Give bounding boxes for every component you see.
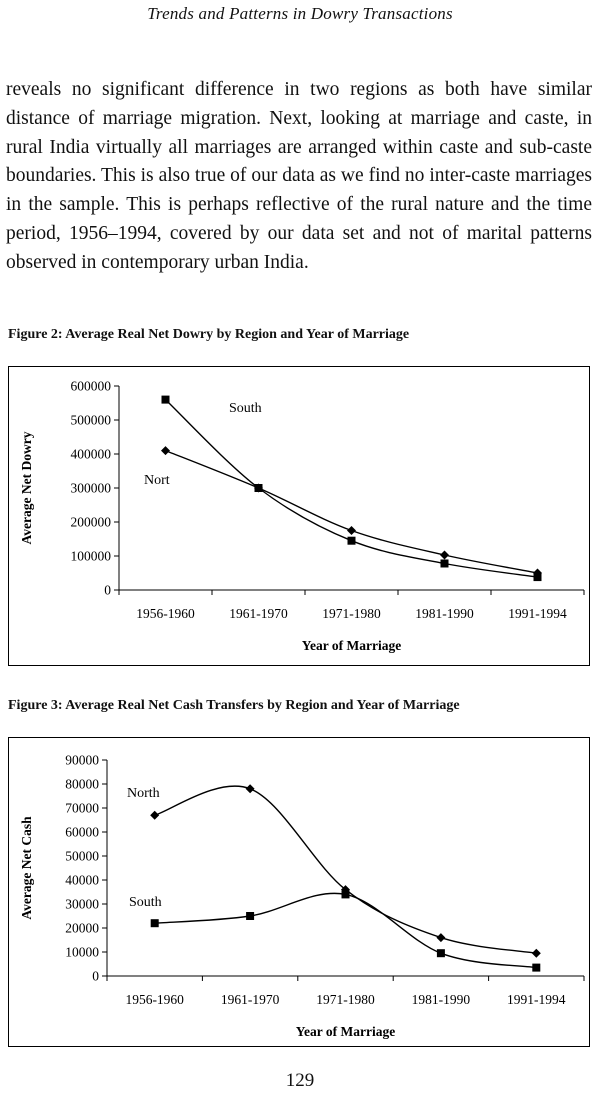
series-label-south: South	[229, 401, 262, 416]
y-tick-label: 70000	[65, 800, 99, 816]
series-line-south	[166, 400, 538, 577]
y-axis-title: Average Net Dowry	[19, 431, 34, 545]
x-tick-label: 1991-1994	[508, 606, 567, 621]
figure-3-chart	[8, 737, 590, 1047]
series-label-north: North	[127, 786, 160, 801]
figure-2-plot	[9, 367, 589, 665]
series-south	[151, 890, 541, 971]
figure-2-chart	[8, 366, 590, 666]
series-south	[162, 396, 542, 581]
data-point-south	[532, 964, 540, 972]
y-tick-label: 10000	[65, 944, 99, 960]
series-line-south	[155, 893, 537, 967]
page-number: 129	[285, 1070, 315, 1091]
running-head: Trends and Patterns in Dowry Transactions	[147, 4, 453, 23]
y-tick-label: 50000	[65, 848, 99, 864]
x-tick-label: 1981-1990	[415, 606, 474, 621]
data-point-south	[151, 919, 159, 927]
series-north	[161, 446, 542, 577]
axes	[114, 386, 584, 595]
y-tick-label: 60000	[65, 824, 99, 840]
data-point-north	[246, 784, 255, 793]
x-tick-label: 1991-1994	[507, 992, 566, 1007]
data-point-north	[347, 526, 356, 535]
x-tick-label: 1961-1970	[229, 606, 288, 621]
data-point-south	[342, 890, 350, 898]
series-north	[150, 784, 541, 957]
x-axis-title: Year of Marriage	[295, 1024, 396, 1039]
y-tick-label: 30000	[65, 896, 99, 912]
data-point-north	[532, 949, 541, 958]
x-tick-label: 1971-1980	[316, 992, 375, 1007]
y-axis-title: Average Net Cash	[19, 816, 34, 920]
data-point-south	[437, 949, 445, 957]
y-tick-label: 200000	[70, 514, 111, 530]
y-tick-label: 40000	[65, 872, 99, 888]
data-point-south	[441, 559, 449, 567]
x-tick-label: 1971-1980	[322, 606, 381, 621]
x-tick-label: 1956-1960	[125, 992, 184, 1007]
y-tick-label: 400000	[70, 446, 111, 462]
y-tick-label: 300000	[70, 480, 111, 496]
data-point-north	[436, 933, 445, 942]
y-tick-label: 600000	[70, 378, 111, 394]
x-tick-label: 1956-1960	[136, 606, 195, 621]
figure-2-caption: Figure 2: Average Real Net Dowry by Region and Year of Marriage	[8, 327, 410, 342]
axes	[102, 760, 584, 981]
data-point-north	[161, 446, 170, 455]
x-tick-label: 1981-1990	[411, 992, 471, 1007]
series-line-north	[166, 451, 538, 573]
figure-3-plot	[9, 738, 589, 1046]
series-label-south: South	[129, 895, 162, 910]
data-point-north	[150, 811, 159, 820]
y-tick-label: 100000	[70, 548, 111, 564]
x-axis-title: Year of Marriage	[301, 638, 402, 653]
data-point-south	[162, 396, 170, 404]
y-tick-label: 0	[104, 582, 111, 598]
data-point-north	[440, 550, 449, 559]
data-point-south	[348, 537, 356, 545]
series-label-north: Nort	[144, 473, 170, 488]
y-tick-label: 90000	[65, 752, 99, 768]
y-tick-label: 20000	[65, 920, 99, 936]
body-paragraph: reveals no significant difference in two regions as both have similar distance of marriage migration. Next, looking at marriage and caste, in rural India virtually all marriages are arranged within caste and sub-caste boundaries. This is also true of our data as we find no inter-caste marriages in the sample. This is perhaps reflective of the rural nature and the time period, 1956–1994, covered by our data set and not of marital patterns observed in contemporary urban India.	[6, 79, 592, 273]
series-line-north	[155, 786, 537, 953]
y-tick-label: 500000	[70, 412, 111, 428]
x-tick-label: 1961-1970	[220, 992, 280, 1007]
y-tick-label: 80000	[65, 776, 99, 792]
data-point-south	[246, 912, 254, 920]
y-tick-label: 0	[92, 968, 99, 984]
figure-3-caption: Figure 3: Average Real Net Cash Transfers by Region and Year of Marriage	[8, 698, 460, 713]
